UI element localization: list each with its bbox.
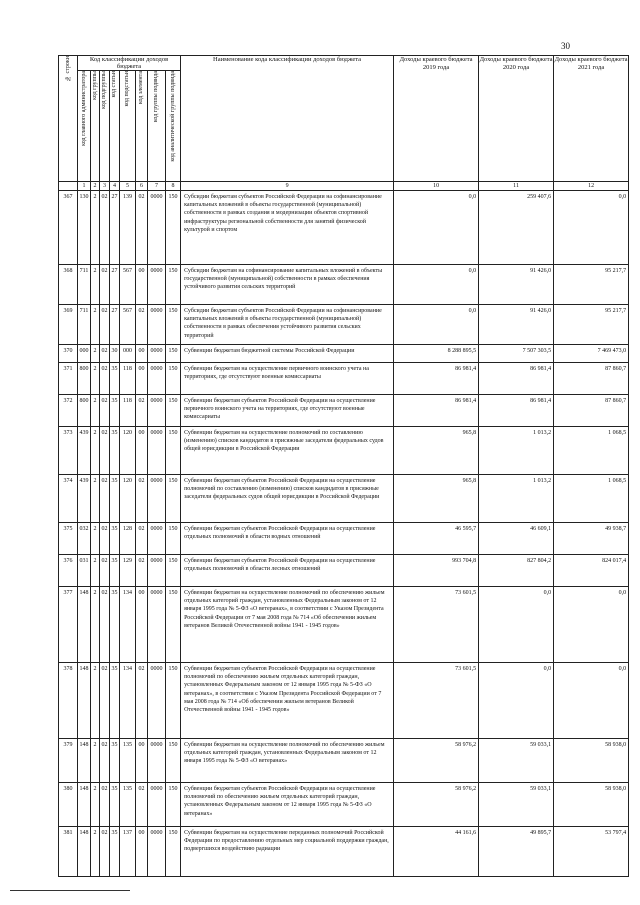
column-index-cell: 8 bbox=[166, 182, 181, 191]
code-cell: 35 bbox=[110, 827, 120, 877]
code-cell: 02 bbox=[100, 427, 110, 475]
value-cell: 965,8 bbox=[394, 427, 479, 475]
name-cell: Субвенции бюджетам на осуществление полномочий по составлению (изменению) списков кандидатов в присяжные заседатели федеральных судов общей юрисдикции в Российской Федерации bbox=[181, 427, 394, 475]
code-cell: 711 bbox=[78, 305, 91, 345]
code-cell: 00 bbox=[136, 363, 148, 395]
value-cell: 0,0 bbox=[479, 663, 554, 739]
code-cell: 150 bbox=[166, 363, 181, 395]
header-code-col: код статьи bbox=[110, 71, 120, 182]
code-cell: 00 bbox=[136, 427, 148, 475]
row-number-cell: 374 bbox=[59, 475, 78, 523]
code-cell: 02 bbox=[100, 305, 110, 345]
code-cell: 02 bbox=[100, 265, 110, 305]
code-cell: 02 bbox=[100, 587, 110, 663]
name-cell: Субвенции бюджетам субъектов Российской Федерации на осуществление отдельных полномочий в области лесных отношений bbox=[181, 555, 394, 587]
value-cell: 1 013,2 bbox=[479, 475, 554, 523]
name-cell: Субвенции бюджетам субъектов Российской Федерации на осуществление отдельных полномочий в области водных отношений bbox=[181, 523, 394, 555]
header-code-col: код подгруппы bbox=[100, 71, 110, 182]
value-cell: 58 938,0 bbox=[554, 739, 629, 783]
code-cell: 150 bbox=[166, 555, 181, 587]
code-cell: 135 bbox=[120, 783, 136, 827]
code-cell: 35 bbox=[110, 783, 120, 827]
code-cell: 02 bbox=[100, 363, 110, 395]
code-cell: 150 bbox=[166, 345, 181, 363]
code-cell: 0000 bbox=[148, 739, 166, 783]
value-cell: 86 981,4 bbox=[479, 395, 554, 427]
code-cell: 0000 bbox=[148, 663, 166, 739]
code-cell: 439 bbox=[78, 475, 91, 523]
value-cell: 73 601,5 bbox=[394, 587, 479, 663]
row-number-cell: 368 bbox=[59, 265, 78, 305]
header-code-col: код главного администратора bbox=[78, 71, 91, 182]
code-cell: 2 bbox=[91, 265, 100, 305]
code-cell: 2 bbox=[91, 739, 100, 783]
code-cell: 150 bbox=[166, 663, 181, 739]
code-cell: 2 bbox=[91, 305, 100, 345]
code-cell: 2 bbox=[91, 663, 100, 739]
code-cell: 0000 bbox=[148, 345, 166, 363]
name-cell: Субвенции бюджетам на осуществление полномочий по обеспечению жильем отдельных категорий граждан, установленных Федеральным законом от 12 января 1995 года № 5-ФЗ «О ветеранах» bbox=[181, 739, 394, 783]
column-index-cell: 5 bbox=[120, 182, 136, 191]
row-number-cell: 373 bbox=[59, 427, 78, 475]
row-number-cell: 367 bbox=[59, 191, 78, 265]
code-cell: 2 bbox=[91, 427, 100, 475]
code-cell: 800 bbox=[78, 363, 91, 395]
table-row bbox=[59, 663, 629, 739]
code-cell: 35 bbox=[110, 523, 120, 555]
code-cell: 000 bbox=[120, 345, 136, 363]
header-code-col: код группы подвида bbox=[148, 71, 166, 182]
budget-revenue-table bbox=[58, 55, 629, 877]
code-cell: 439 bbox=[78, 427, 91, 475]
code-cell: 2 bbox=[91, 555, 100, 587]
name-cell: Субвенции бюджетам на осуществление первичного воинского учета на территориях, где отсутствуют военные комиссариаты bbox=[181, 363, 394, 395]
name-cell: Субвенции бюджетам субъектов Российской Федерации на осуществление полномочий по обеспечению жильем отдельных категорий граждан, установленных Федеральным законом от 12 января 1995 года № 5-ФЗ «О ветеранах», в соответствии с Указом Президента Российской Федерации от 7 мая 2008 года № 714 «Об обеспечении жильем ветеранов Великой Отечественной войны 1941 - 1945 годов» bbox=[181, 663, 394, 739]
code-cell: 150 bbox=[166, 587, 181, 663]
name-cell: Субвенции бюджетам бюджетной системы Российской Федерации bbox=[181, 345, 394, 363]
value-cell: 87 860,7 bbox=[554, 363, 629, 395]
code-cell: 2 bbox=[91, 523, 100, 555]
code-cell: 118 bbox=[120, 363, 136, 395]
value-cell: 8 288 895,5 bbox=[394, 345, 479, 363]
column-index-cell: 11 bbox=[479, 182, 554, 191]
code-cell: 134 bbox=[120, 587, 136, 663]
code-cell: 150 bbox=[166, 475, 181, 523]
code-cell: 000 bbox=[78, 345, 91, 363]
value-cell: 7 507 303,5 bbox=[479, 345, 554, 363]
header-code-col: код аналитической группы подвида bbox=[166, 71, 181, 182]
code-cell: 0000 bbox=[148, 523, 166, 555]
code-cell: 711 bbox=[78, 265, 91, 305]
header-2019: Доходы краевого бюджета 2019 года bbox=[394, 56, 479, 182]
value-cell: 259 407,6 bbox=[479, 191, 554, 265]
column-index-cell: 9 bbox=[181, 182, 394, 191]
value-cell: 0,0 bbox=[479, 587, 554, 663]
value-cell: 86 981,4 bbox=[394, 395, 479, 427]
column-index-cell: 2 bbox=[91, 182, 100, 191]
code-cell: 00 bbox=[136, 265, 148, 305]
column-index-cell: 6 bbox=[136, 182, 148, 191]
code-cell: 135 bbox=[120, 739, 136, 783]
column-index-cell: 10 bbox=[394, 182, 479, 191]
table-row bbox=[59, 345, 629, 363]
value-cell: 44 161,6 bbox=[394, 827, 479, 877]
table-row bbox=[59, 783, 629, 827]
name-cell: Субвенции бюджетам на осуществление полномочий по обеспечению жильем отдельных категорий граждан, установленных Федеральным законом от 12 января 1995 года № 5-ФЗ «О ветеранах», в соответствии с Указом Президента Российской Федерации от 7 мая 2008 года № 714 «Об обеспечении жильем ветеранов Великой Отечественной войны 1941 - 1945 годов» bbox=[181, 587, 394, 663]
name-cell: Субвенции бюджетам на осуществление переданных полномочий Российской Федерации по предоставлению отдельных мер социальной поддержки граждан, подвергшихся воздействию радиации bbox=[181, 827, 394, 877]
row-number-cell: 370 bbox=[59, 345, 78, 363]
code-cell: 02 bbox=[100, 345, 110, 363]
header-2020: Доходы краевого бюджета 2020 года bbox=[479, 56, 554, 182]
header-code-col: код подстатьи bbox=[120, 71, 136, 182]
code-cell: 0000 bbox=[148, 827, 166, 877]
code-cell: 02 bbox=[136, 475, 148, 523]
value-cell: 0,0 bbox=[394, 265, 479, 305]
code-cell: 150 bbox=[166, 305, 181, 345]
code-cell: 137 bbox=[120, 827, 136, 877]
code-cell: 35 bbox=[110, 663, 120, 739]
value-cell: 86 981,4 bbox=[479, 363, 554, 395]
code-cell: 02 bbox=[100, 523, 110, 555]
table-row bbox=[59, 395, 629, 427]
value-cell: 46 609,1 bbox=[479, 523, 554, 555]
code-cell: 150 bbox=[166, 395, 181, 427]
code-cell: 120 bbox=[120, 427, 136, 475]
code-cell: 2 bbox=[91, 345, 100, 363]
table-row bbox=[59, 265, 629, 305]
value-cell: 58 938,0 bbox=[554, 783, 629, 827]
value-cell: 827 804,2 bbox=[479, 555, 554, 587]
code-cell: 150 bbox=[166, 265, 181, 305]
code-cell: 02 bbox=[100, 827, 110, 877]
value-cell: 0,0 bbox=[394, 191, 479, 265]
header-code-col: код группы bbox=[91, 71, 100, 182]
code-cell: 35 bbox=[110, 475, 120, 523]
code-cell: 0000 bbox=[148, 191, 166, 265]
code-cell: 2 bbox=[91, 783, 100, 827]
code-cell: 150 bbox=[166, 427, 181, 475]
table-row bbox=[59, 827, 629, 877]
code-cell: 150 bbox=[166, 523, 181, 555]
value-cell: 91 426,0 bbox=[479, 305, 554, 345]
code-cell: 35 bbox=[110, 427, 120, 475]
code-cell: 00 bbox=[136, 827, 148, 877]
code-cell: 2 bbox=[91, 395, 100, 427]
code-cell: 00 bbox=[136, 345, 148, 363]
code-cell: 032 bbox=[78, 523, 91, 555]
column-index-cell: 7 bbox=[148, 182, 166, 191]
code-cell: 0000 bbox=[148, 587, 166, 663]
table-row bbox=[59, 587, 629, 663]
code-cell: 35 bbox=[110, 739, 120, 783]
column-index-cell bbox=[59, 182, 78, 191]
row-number-cell: 380 bbox=[59, 783, 78, 827]
code-cell: 0000 bbox=[148, 427, 166, 475]
table-row bbox=[59, 739, 629, 783]
value-cell: 1 013,2 bbox=[479, 427, 554, 475]
code-cell: 35 bbox=[110, 395, 120, 427]
code-cell: 130 bbox=[78, 191, 91, 265]
code-cell: 30 bbox=[110, 345, 120, 363]
code-cell: 02 bbox=[100, 783, 110, 827]
name-cell: Субвенции бюджетам субъектов Российской Федерации на осуществление полномочий по составлению (изменению) списков кандидатов в присяжные заседатели федеральных судов общей юрисдикции в Российской Федерации bbox=[181, 475, 394, 523]
value-cell: 95 217,7 bbox=[554, 265, 629, 305]
code-cell: 567 bbox=[120, 265, 136, 305]
header-row-number: № строки bbox=[59, 56, 78, 182]
code-cell: 0000 bbox=[148, 265, 166, 305]
name-cell: Субсидии бюджетам субъектов Российской Федерации на софинансирование капитальных вложений в объекты государственной (муниципальной) собственности в рамках обеспечения устойчивого развития сельских территорий bbox=[181, 305, 394, 345]
value-cell: 59 033,1 bbox=[479, 739, 554, 783]
column-index-cell: 4 bbox=[110, 182, 120, 191]
code-cell: 567 bbox=[120, 305, 136, 345]
code-cell: 00 bbox=[136, 587, 148, 663]
code-cell: 02 bbox=[136, 395, 148, 427]
code-cell: 02 bbox=[100, 555, 110, 587]
code-cell: 0000 bbox=[148, 475, 166, 523]
code-cell: 27 bbox=[110, 305, 120, 345]
code-cell: 27 bbox=[110, 265, 120, 305]
code-cell: 2 bbox=[91, 475, 100, 523]
code-cell: 0000 bbox=[148, 395, 166, 427]
code-cell: 0000 bbox=[148, 363, 166, 395]
row-number-cell: 369 bbox=[59, 305, 78, 345]
code-cell: 02 bbox=[136, 783, 148, 827]
code-cell: 150 bbox=[166, 739, 181, 783]
value-cell: 0,0 bbox=[394, 305, 479, 345]
code-cell: 02 bbox=[136, 555, 148, 587]
code-cell: 2 bbox=[91, 587, 100, 663]
row-number-cell: 376 bbox=[59, 555, 78, 587]
value-cell: 91 426,0 bbox=[479, 265, 554, 305]
code-cell: 150 bbox=[166, 191, 181, 265]
code-cell: 148 bbox=[78, 587, 91, 663]
header-code-group: Код классификации доходов бюджета bbox=[78, 56, 181, 71]
code-cell: 27 bbox=[110, 191, 120, 265]
code-cell: 02 bbox=[100, 395, 110, 427]
value-cell: 7 469 473,0 bbox=[554, 345, 629, 363]
header-name-column: Наименование кода классификации доходов бюджета bbox=[181, 56, 394, 182]
code-cell: 02 bbox=[136, 191, 148, 265]
value-cell: 0,0 bbox=[554, 587, 629, 663]
column-index-cell: 1 bbox=[78, 182, 91, 191]
table-row bbox=[59, 363, 629, 395]
code-cell: 129 bbox=[120, 555, 136, 587]
code-cell: 02 bbox=[100, 663, 110, 739]
page-number: 30 bbox=[561, 41, 570, 51]
table-row bbox=[59, 427, 629, 475]
value-cell: 993 704,8 bbox=[394, 555, 479, 587]
code-cell: 031 bbox=[78, 555, 91, 587]
code-cell: 00 bbox=[136, 739, 148, 783]
name-cell: Субсидии бюджетам на софинансирование капитальных вложений в объекты государственной (муниципальной) собственности в рамках обеспечения устойчивого развития сельских территорий bbox=[181, 265, 394, 305]
table-row bbox=[59, 305, 629, 345]
row-number-cell: 372 bbox=[59, 395, 78, 427]
code-cell: 148 bbox=[78, 827, 91, 877]
value-cell: 95 217,7 bbox=[554, 305, 629, 345]
name-cell: Субвенции бюджетам субъектов Российской Федерации на осуществление полномочий по обеспечению жильем отдельных категорий граждан, установленных Федеральным законом от 12 января 1995 года № 5-ФЗ «О ветеранах» bbox=[181, 783, 394, 827]
value-cell: 59 033,1 bbox=[479, 783, 554, 827]
code-cell: 35 bbox=[110, 587, 120, 663]
table-row bbox=[59, 523, 629, 555]
code-cell: 35 bbox=[110, 363, 120, 395]
value-cell: 1 068,5 bbox=[554, 475, 629, 523]
code-cell: 02 bbox=[136, 523, 148, 555]
code-cell: 35 bbox=[110, 555, 120, 587]
code-cell: 148 bbox=[78, 663, 91, 739]
code-cell: 128 bbox=[120, 523, 136, 555]
table-row bbox=[59, 475, 629, 523]
code-cell: 134 bbox=[120, 663, 136, 739]
code-cell: 2 bbox=[91, 363, 100, 395]
code-cell: 0000 bbox=[148, 783, 166, 827]
code-cell: 148 bbox=[78, 739, 91, 783]
row-number-cell: 379 bbox=[59, 739, 78, 783]
header-code-col: код элемента bbox=[136, 71, 148, 182]
value-cell: 1 068,5 bbox=[554, 427, 629, 475]
code-cell: 150 bbox=[166, 827, 181, 877]
value-cell: 58 976,2 bbox=[394, 783, 479, 827]
name-cell: Субсидии бюджетам субъектов Российской Федерации на софинансирование капитальных вложений в объекты государственной (муниципальной) собственности в рамках создания и модернизации объектов спортивной инфраструктуры региональной собственности для занятий физической культурой и спортом bbox=[181, 191, 394, 265]
code-cell: 118 bbox=[120, 395, 136, 427]
row-number-cell: 381 bbox=[59, 827, 78, 877]
column-index-cell: 12 bbox=[554, 182, 629, 191]
row-number-cell: 377 bbox=[59, 587, 78, 663]
header-2021: Доходы краевого бюджета 2021 года bbox=[554, 56, 629, 182]
code-cell: 800 bbox=[78, 395, 91, 427]
code-cell: 0000 bbox=[148, 305, 166, 345]
code-cell: 139 bbox=[120, 191, 136, 265]
code-cell: 02 bbox=[100, 475, 110, 523]
column-index-row bbox=[59, 182, 629, 191]
code-cell: 02 bbox=[100, 191, 110, 265]
value-cell: 73 601,5 bbox=[394, 663, 479, 739]
value-cell: 965,8 bbox=[394, 475, 479, 523]
value-cell: 86 981,4 bbox=[394, 363, 479, 395]
code-cell: 0000 bbox=[148, 555, 166, 587]
code-cell: 148 bbox=[78, 783, 91, 827]
footer-rule bbox=[10, 890, 130, 891]
table-row bbox=[59, 191, 629, 265]
code-cell: 2 bbox=[91, 191, 100, 265]
column-index-cell: 3 bbox=[100, 182, 110, 191]
value-cell: 58 976,2 bbox=[394, 739, 479, 783]
value-cell: 49 938,7 bbox=[554, 523, 629, 555]
name-cell: Субвенции бюджетам субъектов Российской Федерации на осуществление первичного воинского учета на территориях, где отсутствуют военные комиссариаты bbox=[181, 395, 394, 427]
code-cell: 2 bbox=[91, 827, 100, 877]
value-cell: 0,0 bbox=[554, 663, 629, 739]
value-cell: 46 595,7 bbox=[394, 523, 479, 555]
code-cell: 02 bbox=[136, 305, 148, 345]
table-row bbox=[59, 555, 629, 587]
code-cell: 02 bbox=[136, 663, 148, 739]
value-cell: 824 017,4 bbox=[554, 555, 629, 587]
value-cell: 53 797,4 bbox=[554, 827, 629, 877]
value-cell: 0,0 bbox=[554, 191, 629, 265]
value-cell: 87 860,7 bbox=[554, 395, 629, 427]
row-number-cell: 371 bbox=[59, 363, 78, 395]
row-number-cell: 378 bbox=[59, 663, 78, 739]
value-cell: 49 895,7 bbox=[479, 827, 554, 877]
code-cell: 02 bbox=[100, 739, 110, 783]
row-number-cell: 375 bbox=[59, 523, 78, 555]
code-cell: 150 bbox=[166, 783, 181, 827]
code-cell: 120 bbox=[120, 475, 136, 523]
